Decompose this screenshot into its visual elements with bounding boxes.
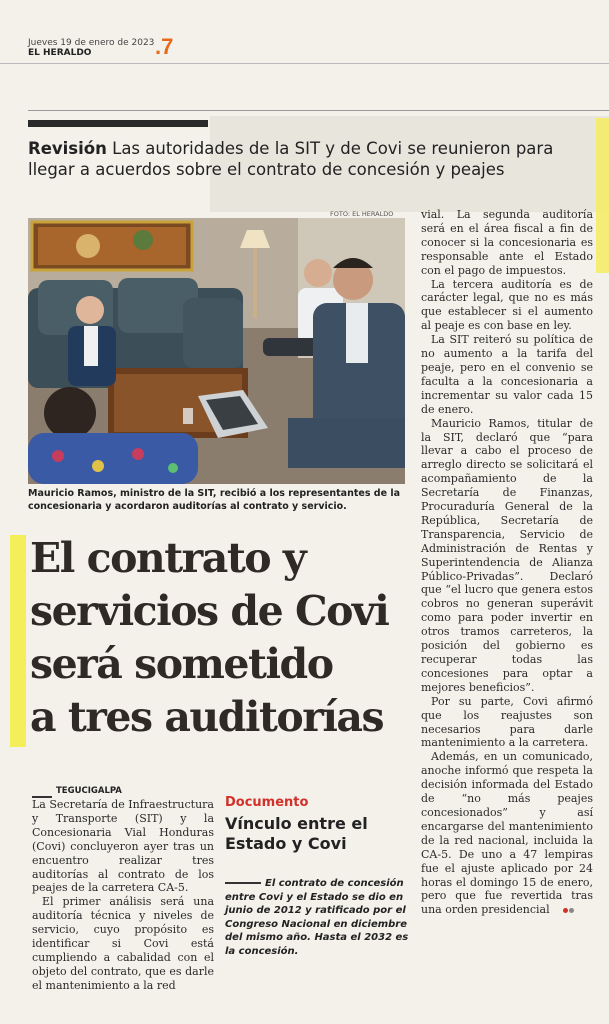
subtitle — [28, 138, 588, 180]
article-paragraph: Mauricio Ramos, titular de la SIT, declaró que “para llevar a cabo el proceso de arreglo directo se solicitará el acompañamiento de la Secretaría de Finanzas, Procuraduría General de la República, Secretaría de Transparencia, Servicio de Administración de Rentas y Superintendencia de Alianza Público-Privadas”. Declaró que “el lucro que genera estos cobros no generan superávit como para poder invertir en otros tramos carreteros, la posición del gobierno es recuperar todas las concesiones para optar a mejores beneficios”. — [421, 416, 593, 694]
subtitle-text: Las autoridades de la SIT y de Covi se reunieron para llegar a acuerdos sobre el contrato de concesión y peajes — [28, 139, 554, 179]
section-divider — [28, 110, 609, 111]
article-paragraph: Por su parte, Covi afirmó que los reajustes son necesarios para darle mantenimiento a la carretera. — [421, 694, 593, 750]
article-paragraph-last — [421, 750, 593, 917]
highlighter-mark-right — [596, 118, 609, 273]
meeting-photo-illustration — [28, 218, 405, 484]
sidebar-body-text: El contrato de concesión entre Covi y el Estado se dio en junio de 2012 y ratificado por el Congreso Nacional en diciembre del mismo año. Hasta el 2032 es la concesión. — [225, 878, 409, 957]
article-paragraph: vial. La segunda auditoría será en el área fiscal a fin de conocer si la concesionaria es responsable ante el Estado con el pago de impuestos. — [421, 208, 593, 277]
headline — [30, 532, 410, 744]
headline-line-3: será sometido — [30, 640, 333, 688]
photo-caption: Mauricio Ramos, ministro de la SIT, recibió a los representantes de la concesionaria y acordaron auditorías al contrato y servicio. — [28, 488, 401, 512]
article-column-right — [421, 208, 593, 917]
article-paragraph: La tercera auditoría es de carácter legal, que no es más que establecer si el aumento al peaje es con base en ley. — [421, 277, 593, 333]
page-number: .7 — [155, 34, 174, 59]
section-bar — [28, 120, 208, 127]
article-paragraph: La Secretaría de Infraestructura y Transporte (SIT) y la Concesionaria Vial Honduras (Covi) concluyeron ayer tras un encuentro realizar tres auditorías al contrato de los peajes de la carretera CA-5. — [32, 798, 214, 895]
end-of-article-mark — [552, 903, 574, 917]
photo-credit: FOTO: EL HERALDO — [330, 210, 394, 218]
sidebar-tag: Documento — [225, 795, 309, 810]
meeting-photo — [28, 218, 405, 484]
header-divider — [0, 63, 609, 64]
dateline-city: TEGUCIGALPA — [56, 786, 122, 796]
subtitle-tag: Revisión — [28, 139, 107, 158]
sidebar-title: Vínculo entre el Estado y Covi — [225, 814, 368, 853]
article-column-left — [32, 798, 214, 993]
headline-line-4: a tres auditorías — [30, 693, 384, 741]
issue-date: Jueves 19 de enero de 2023 — [28, 38, 155, 48]
article-paragraph-text: Además, en un comunicado, anoche informó que respeta la decisión informada del Estado de “no más peajes concesionados” y así encargarse del mantenimiento de la red nacional, incluida la CA-5. De uno a 47 lempiras fue el ajuste aplicado por 24 horas el domingo 15 de enero, pero que fue revertida tras una orden presidencial — [421, 750, 593, 917]
publication-name: EL HERALDO — [28, 48, 92, 58]
sidebar-rule — [225, 882, 261, 884]
headline-line-1: El contrato y — [30, 534, 306, 582]
headline-line-2: servicios de Covi — [30, 587, 389, 635]
sidebar-body — [225, 877, 411, 959]
article-paragraph: El primer análisis será una auditoría técnica y niveles de servicio, cuyo propósito es identificar si Covi está cumpliendo a cabalidad con el objeto del contrato, que es darle el mantenimiento a la red — [32, 895, 214, 992]
article-paragraph: La SIT reiteró su política de no aumento a la tarifa del peaje, pero en el convenio se faculta a la concesionaria a incrementar su valor cada 15 de enero. — [421, 333, 593, 416]
highlighter-mark-left — [10, 535, 26, 747]
